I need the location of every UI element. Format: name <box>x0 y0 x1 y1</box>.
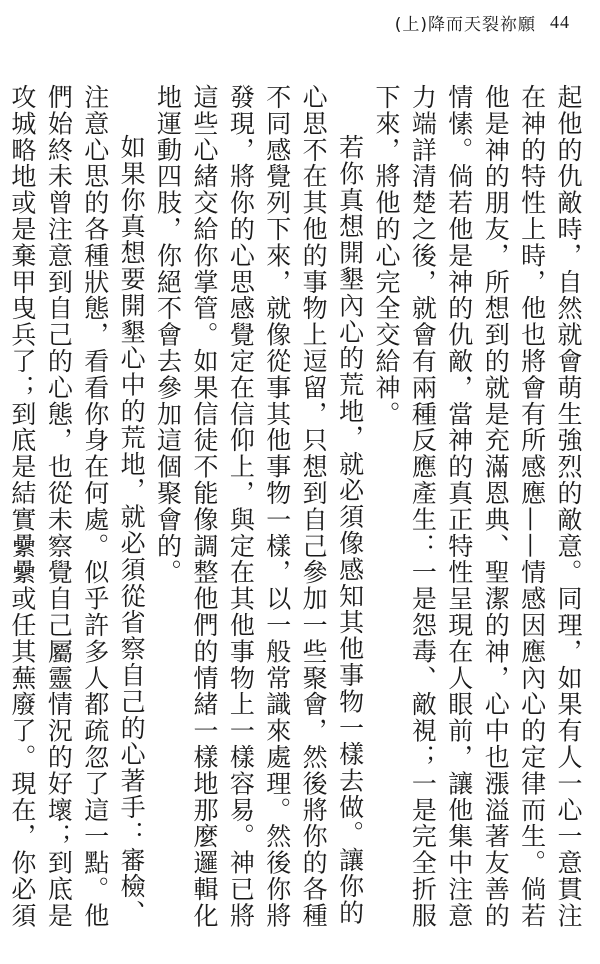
page-number: 44 <box>550 11 570 32</box>
running-header <box>395 8 570 36</box>
paragraph: 如果你真想要開墾心中的荒地，就必須從省察自己的心著手：審檢、注意心思的各種狀態，看看你身在何處。似乎許多人都疏忽了這一點。他們始終未曾注意到自己的心態，也從未察覺自己屬靈情況的好壞；到底是攻城略地或是棄甲曳兵了；到底是結實纍纍或任其蕪廢了。現在，你必須 <box>7 84 147 929</box>
chapter-title: (上)降而天裂祢願 <box>394 14 536 35</box>
paragraph: 若你真想開墾內心的荒地，就必須像感知其他事物一樣去做。讓你的心思不在其他的事物上逗留，只想到自己參加一些聚會，然後將你的各種不同感覺列下來，就像從事其他事物一樣，以一般常識來處理。然後你將發現，將你的心思感覺定在信仰上，與定在其他事物上一樣容易。神已將這些心緒交給你掌管。如果信徒不能像調整他們的情緒一樣地那麼邏輯化地運動四肢，你絕不會去參加這個聚會的。 <box>153 84 365 929</box>
body-text <box>7 84 586 950</box>
paragraph: 起他的仇敵時，自然就會萌生強烈的敵意。同理，如果有人一心一意貫注在神的特性上時，他也將會有所感應——情感因應內心的定律而生。倘若他是神的朋友，所想到的就是充滿恩典、聖潔的神，心中也漲溢著友善的情愫。倘若他是神的仇敵，當神的真正特性呈現在人眼前，讓他集中注意力端詳清楚之後，就會有兩種反應產生：一是怨毒、敵視；一是完全折服下來，將他的心完全交給神。 <box>371 84 583 929</box>
